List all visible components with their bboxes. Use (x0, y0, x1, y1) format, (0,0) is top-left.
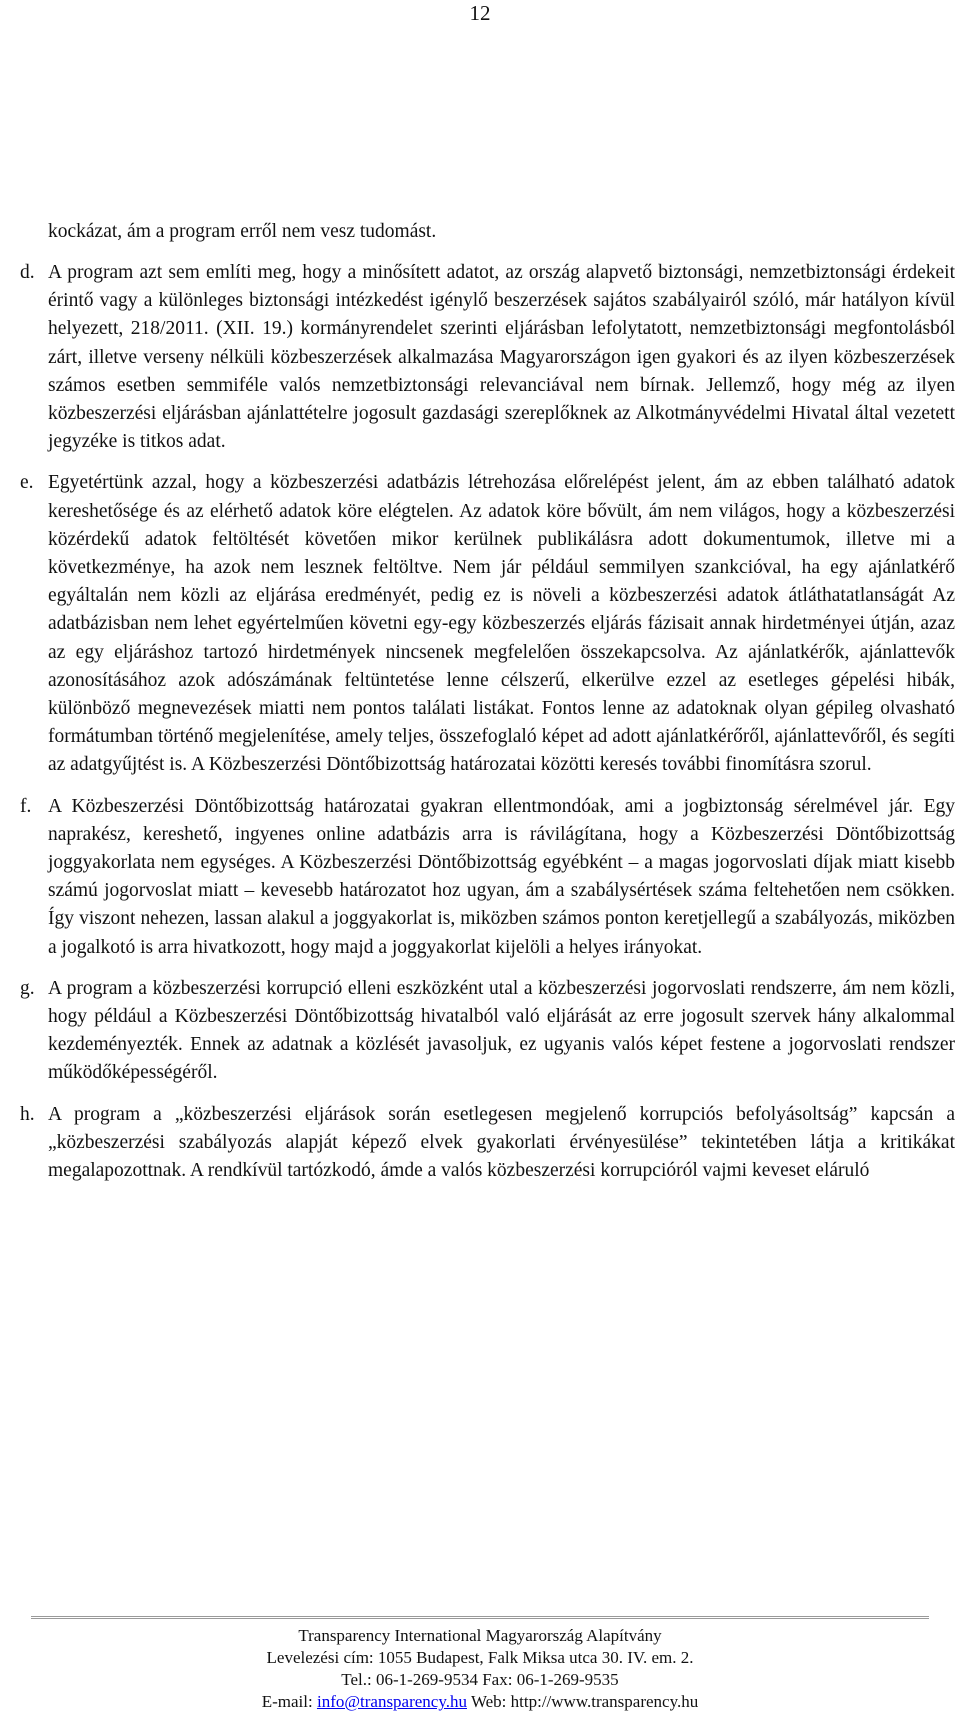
footer-phone: Tel.: 06-1-269-9534 Fax: 06-1-269-9535 (341, 1670, 619, 1689)
page-footer (0, 1616, 960, 1713)
list-marker: g. (20, 977, 35, 999)
list-marker: h. (20, 1103, 35, 1125)
footer-email-link[interactable]: info@transparency.hu (316, 1692, 467, 1711)
footer-address: Levelezési cím: 1055 Budapest, Falk Miksa utca 30. IV. em. 2. (266, 1648, 694, 1667)
list-item-g (20, 975, 955, 1088)
list-item-text: Egyetértünk azzal, hogy a közbeszerzési adatbázis létrehozása előrelépést jelent, ám az ebben található adatok kereshetősége és az elérhető adatok köre elégtelen. Az adatok köre bővült, ám nem világos, hogy a közbeszerzési közérdekű adatok feltöltését követően mikor kerülnek publikálásra adott dokumentumok, illetve mi a következménye, ha azok nem lesznek feltöltve. Nem jár például semmilyen szankcióval, ha egy ajánlatkérő egyáltalán nem közli az eljárása eredményét, pedig ez is növeli a közbeszerzési adatok átláthatatlanságát Az adatbázisban nem lehet egyértelműen követni egy-egy közbeszerzés eljárás fázisait annak hirdetményei útján, azaz az egy eljáráshoz tartozó hirdetmények nincsenek megfelelően összekapcsolva. Az ajánlatkérők, ajánlattevők azonosításához azok adószámának feltüntetése lenne célszerű, elkerülve ezzel az esetleges gépelési hibák, különböző megnevezések miatti nem pontos találati listákat. Fontos lenne az adatoknak olyan gépileg olvasható formátumban történő megjelenítése, amely teljes, összefoglaló képet ad adott ajánlatkérőről, ajánlattevőről, és segíti az adatgyűjtést is. A Közbeszerzési Döntőbizottság határozatai közötti keresés további finomításra szorul. (48, 472, 955, 776)
page-number: 12 (469, 1, 491, 25)
list-marker: e. (20, 472, 34, 494)
list-item-f (20, 793, 955, 962)
footer-email-label: E-mail: (261, 1692, 313, 1711)
document-body (20, 218, 955, 1198)
list-item-text: A program a közbeszerzési korrupció elleni eszközként utal a közbeszerzési jogorvoslati rendszerre, ám nem közli, hogy például a Közbeszerzési Döntőbizottság hivatalból való eljárását az erre jogosult szervek hány alkalommal kezdeményezték. Ennek az adatnak a közlését javasoljuk, ez ugyanis valós képet festene a jogorvoslati rendszer működőképességéről. (48, 977, 955, 1084)
list-item-text: A program azt sem említi meg, hogy a minősített adatot, az ország alapvető biztonsági, nemzetbiztonsági érdekeit érintő vagy a különleges biztonsági intézkedést igénylő beszerzések sajátos szabályairól szóló, már hatályon kívül helyezett, 218/2011. (XII. 19.) kormányrendelet szerinti eljárásban lefolytatott, nemzetbiztonsági megfontolásból zárt, illetve verseny nélküli közbeszerzések alkalmazása Magyarországon igen gyakori és az ilyen közbeszerzések számos esetben semmiféle valós nemzetbiztonsági relevanciával nem bírnak. Jellemző, hogy még az ilyen közbeszerzési eljárásban ajánlattételre jogosult gazdasági szereplőknek az Alkotmányvédelmi Hivatal által vezetett jegyzéke is titkos adat. (48, 262, 955, 453)
list-marker: f. (20, 795, 32, 817)
list-item-text: A Közbeszerzési Döntőbizottság határozatai gyakran ellentmondóak, ami a jogbiztonság sérelmével jár. Egy naprakész, kereshető, ingyenes online adatbázis arra is rávilágítana, hogy a Közbeszerzési Döntőbizottság joggyakorlata nem egységes. A Közbeszerzési Döntőbizottság egyébként – a magas jogorvoslati díjak miatt kisebb számú jogorvoslat miatt – kevesebb határozatot hoz ugyan, ám a szabálysértések száma feltehetően nem csökken. Így viszont nehezen, lassan alakul a joggyakorlat is, miközben számos ponton keretjellegű a szabályozás, miközben a jogalkotó is arra hivatkozott, hogy majd a joggyakorlat kijelöli a helyes irányokat. (48, 795, 955, 958)
footer-contact-line (0, 1691, 960, 1713)
footer-divider (31, 1616, 929, 1619)
list-marker: d. (20, 262, 35, 283)
list-item-e (20, 469, 955, 779)
list-item-h (20, 1101, 955, 1186)
footer-web-url[interactable]: http://www.transparency.hu (510, 1692, 699, 1711)
continuation-paragraph: kockázat, ám a program erről nem vesz tudomást. (48, 221, 437, 242)
list-item-d (20, 259, 955, 456)
list-item-text: A program a „közbeszerzési eljárások során esetlegesen megjelenő korrupciós befolyásoltság” kapcsán a „közbeszerzési szabályozás alapját képező elvek gyakorlati érvényesülése” tekintetében látja a kritikákat megalapozottnak. A rendkívül tartózkodó, ámde a valós közbeszerzési korrupcióról vajmi keveset eláruló (48, 1103, 955, 1182)
footer-organization: Transparency International Magyarország Alapítvány (298, 1626, 662, 1645)
footer-web-label: Web: (470, 1692, 507, 1711)
